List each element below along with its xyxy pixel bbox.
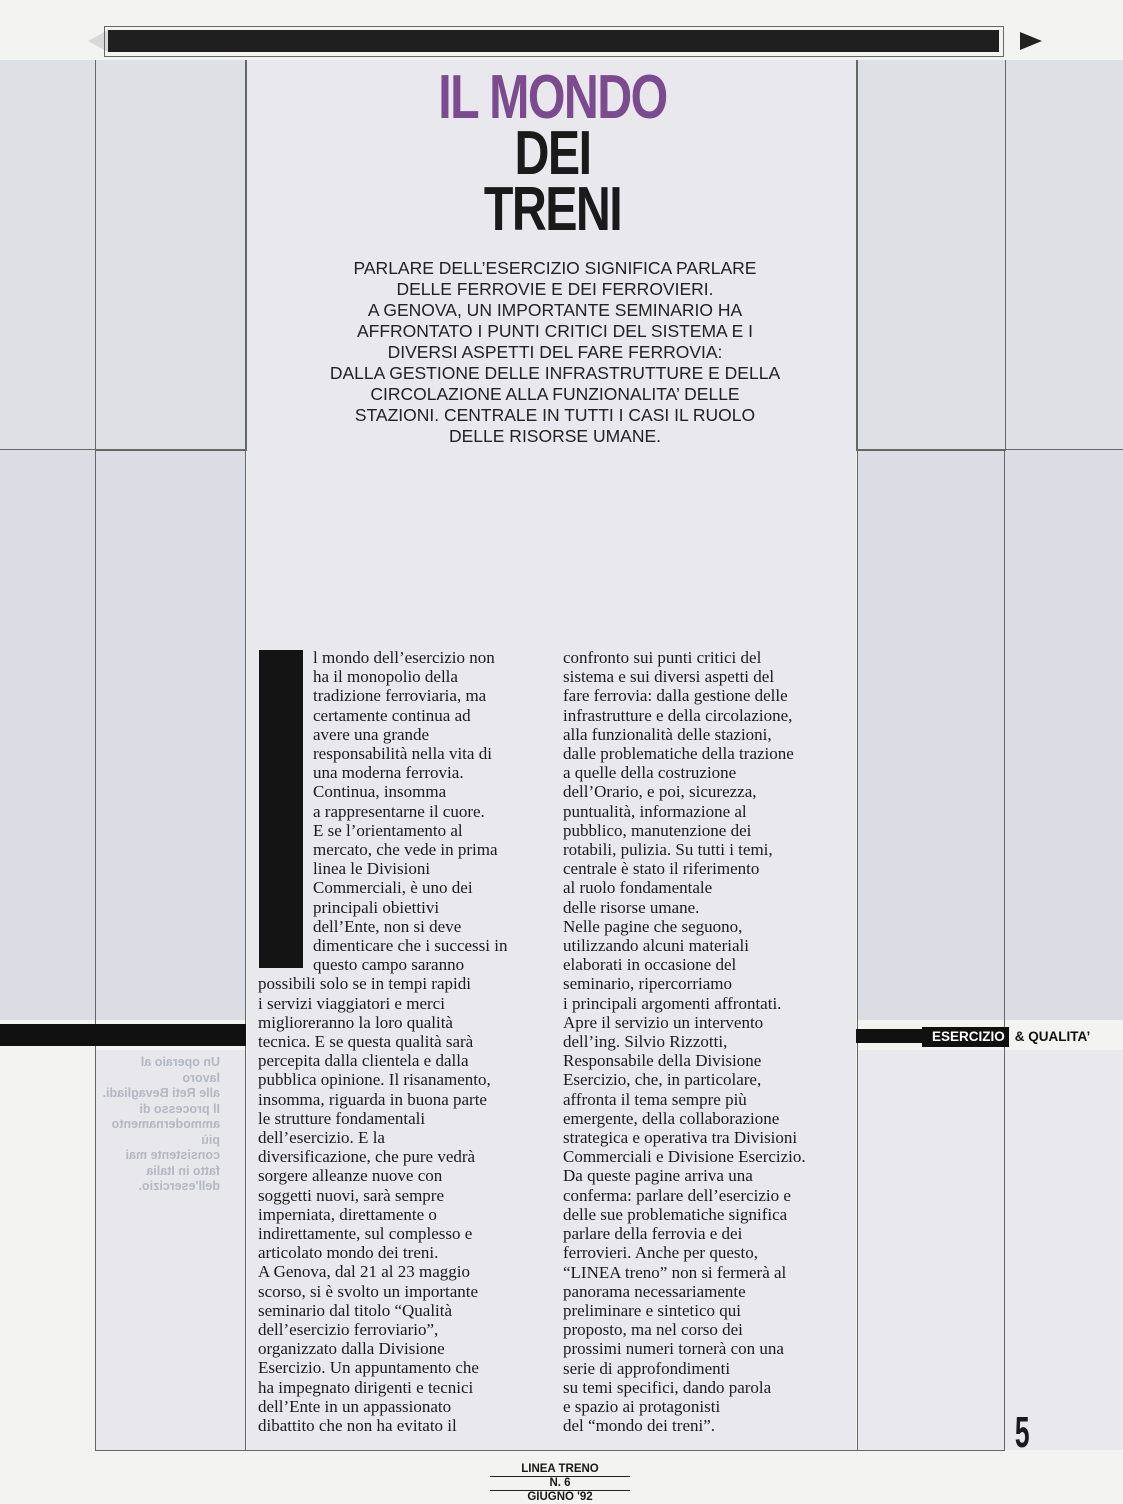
text-line: delle sue problematiche significa: [563, 1204, 788, 1224]
text-line: pubblico, manutenzione dei: [563, 820, 752, 840]
text-line: utilizzando alcuni materiali: [563, 936, 749, 956]
ghost-line: consistente mai: [125, 1148, 220, 1162]
text-line: dell’Orario, e poi, sicurezza,: [563, 782, 757, 802]
text-line: sistema e sui diversi aspetti del: [563, 667, 775, 687]
text-line: Apre il servizio un intervento: [563, 1012, 764, 1032]
title-line-1: IL MONDO: [438, 63, 667, 132]
section-tab: [922, 1027, 1096, 1047]
grid-frame-right: [856, 60, 1006, 451]
text-line: pubblica opinione. Il risanamento,: [258, 1070, 491, 1090]
text-line: alla funzionalità delle stazioni,: [563, 724, 772, 744]
text-line: serie di approfondimenti: [563, 1358, 731, 1378]
subhead-line: STAZIONI. CENTRALE IN TUTTI I CASI IL RUOLO: [354, 405, 756, 425]
text-line: ha impegnato dirigenti e tecnici: [258, 1377, 474, 1397]
background-panel-bottom-right: [858, 1050, 1123, 1450]
text-line: strategica e operativa tra Divisioni: [563, 1128, 798, 1148]
text-line: tecnica. E se questa qualità sarà: [258, 1032, 474, 1051]
title-line-3: TRENI: [483, 175, 622, 244]
text-line: mercato, che vede in prima: [313, 840, 498, 860]
text-line: questo campo saranno: [313, 955, 465, 975]
horizontal-rule-left: [0, 449, 245, 450]
ghost-line: ammodernamento più: [111, 1117, 220, 1147]
text-line: Nelle pagine che seguono,: [563, 916, 743, 936]
text-line: E se l’orientamento al: [313, 820, 463, 840]
text-line: dell’Ente, non si deve: [313, 916, 462, 936]
subhead-line: DELLE RISORSE UMANE.: [449, 426, 661, 446]
ghost-line: alle Reti Bevagliadi.: [102, 1086, 220, 1100]
text-line: prossimi numeri tornerà con una: [563, 1339, 784, 1359]
section-tab-label-1: ESERCIZIO: [922, 1027, 1009, 1047]
text-line: al ruolo fondamentale: [563, 878, 713, 898]
text-line: conferma: parlare dell’esercizio e: [563, 1185, 791, 1205]
subhead-line: DELLE FERROVIE E DEI FERROVIERI.: [396, 279, 714, 299]
text-line: i servizi viaggiatori e merci: [258, 993, 445, 1013]
ghost-line: Il processo di: [139, 1101, 220, 1116]
text-line: dell’Ente in un appassionato: [258, 1396, 452, 1416]
text-line: Responsabile della Divisione: [563, 1051, 762, 1071]
text-line: fare ferrovia: dalla gestione delle: [563, 686, 788, 706]
text-line: diversificazione, che pure vedrà: [258, 1147, 476, 1167]
text-line: proposto, ma nel corso dei: [563, 1320, 743, 1340]
drop-cap: [259, 650, 303, 968]
text-line: l mondo dell’esercizio non: [313, 648, 495, 667]
text-line: seminario dal titolo “Qualità: [258, 1300, 453, 1320]
black-band-right: [856, 1029, 922, 1043]
black-band-left: [0, 1024, 246, 1046]
text-line: delle risorse umane.: [563, 897, 700, 917]
text-line: del “mondo dei treni”.: [563, 1416, 716, 1436]
text-line: responsabilità nella vita di: [313, 744, 492, 764]
page-number: 5: [1014, 1408, 1030, 1457]
text-line: indirettamente, sul complesso e: [258, 1224, 473, 1244]
text-line: e spazio ai protagonisti: [563, 1396, 721, 1416]
text-line: a rappresentarne il cuore.: [313, 801, 485, 821]
top-bar-frame: [104, 26, 1004, 57]
article-column-2: [563, 648, 848, 1435]
text-line: insomma, riguarda in buona parte: [258, 1089, 487, 1109]
text-line: le strutture fondamentali: [258, 1108, 426, 1128]
text-line: su temi specifici, dando parola: [563, 1377, 772, 1397]
text-line: Commerciali, è uno dei: [313, 878, 473, 898]
subhead-line: PARLARE DELL’ESERCIZIO SIGNIFICA PARLARE: [353, 258, 757, 278]
footer: [490, 1463, 630, 1504]
text-line: dimenticare che i successi in: [313, 936, 508, 956]
ghost-line: Un operaio al lavoro: [140, 1055, 220, 1085]
title-line-2: DEI: [514, 119, 591, 188]
text-line: percepita dalla clientela e dalla: [258, 1051, 469, 1071]
horizontal-rule-right: [856, 449, 1123, 450]
text-line: miglioreranno la loro qualità: [258, 1012, 453, 1032]
text-line: a quelle della costruzione: [563, 763, 737, 783]
text-line: affronta il tema sempre più: [563, 1089, 747, 1109]
background-panel-right: [858, 450, 1123, 1020]
text-line: certamente continua ad: [313, 705, 471, 725]
text-line: puntualità, informazione al: [563, 801, 747, 821]
text-line: dalle problematiche della trazione: [563, 744, 794, 764]
text-line: A Genova, dal 21 al 23 maggio: [258, 1262, 470, 1282]
text-line: una moderna ferrovia.: [313, 763, 464, 783]
text-line: Esercizio. Un appuntamento che: [258, 1358, 479, 1378]
text-line: seminario, ripercorriamo: [563, 974, 732, 994]
vertical-rule-right: [1004, 450, 1005, 1450]
footer-publication: LINEA TRENO: [490, 1463, 630, 1477]
text-line: parlare della ferrovia e dei: [563, 1224, 743, 1244]
text-line: Esercizio, che, in particolare,: [563, 1070, 762, 1090]
text-line: soggetti nuovi, sarà sempre: [258, 1185, 445, 1205]
text-line: linea le Divisioni: [313, 859, 431, 879]
text-line: dell’ing. Silvio Rizzotti,: [563, 1032, 728, 1052]
grid-frame-left: [95, 60, 247, 451]
text-line: organizzato dalla Divisione: [258, 1339, 445, 1359]
show-through-caption: [100, 1055, 220, 1195]
article-column-1-indented: [313, 648, 558, 974]
footer-issue: N. 6: [490, 1477, 630, 1491]
text-line: panorama necessariamente: [563, 1281, 746, 1301]
text-line: articolato mondo dei treni.: [258, 1243, 439, 1263]
text-line: centrale è stato il riferimento: [563, 859, 760, 879]
text-line: elaborati in occasione del: [563, 955, 737, 975]
next-page-arrow-icon: [1020, 32, 1042, 50]
text-line: Continua, insomma: [313, 782, 447, 802]
text-line: Da queste pagine arriva una: [563, 1166, 753, 1186]
bottom-rule: [95, 1450, 1005, 1451]
text-line: principali obiettivi: [313, 897, 440, 917]
vertical-rule-left: [95, 450, 96, 1450]
text-line: imperniata, direttamente o: [258, 1204, 437, 1224]
background-panel-left: [0, 450, 245, 1020]
article-column-1: [258, 974, 558, 1435]
text-line: sorgere alleanze nuove con: [258, 1166, 443, 1186]
subhead-line: DIVERSI ASPETTI DEL FARE FERROVIA:: [387, 342, 723, 362]
text-line: preliminare e sintetico qui: [563, 1300, 741, 1320]
text-line: possibili solo se in tempi rapidi: [258, 974, 471, 994]
subhead-line: AFFRONTATO I PUNTI CRITICI DEL SISTEMA E I: [356, 321, 754, 341]
ghost-line: dell'esercizio.: [138, 1179, 220, 1193]
text-line: dibattito che non ha evitato il: [258, 1416, 457, 1436]
text-line: avere una grande: [313, 724, 430, 744]
section-tab-label-2: & QUALITA’: [1014, 1029, 1091, 1044]
text-line: dell’esercizio ferroviario”,: [258, 1320, 439, 1340]
text-line: emergente, della collaborazione: [563, 1108, 780, 1128]
text-line: confronto sui punti critici del: [563, 648, 762, 667]
text-line: ha il monopolio della: [313, 667, 458, 687]
subhead-line: DALLA GESTIONE DELLE INFRASTRUTTURE E DELLA: [329, 363, 781, 383]
text-line: scorso, si è svolto un importante: [258, 1281, 479, 1301]
text-line: “LINEA treno” non si fermerà al: [563, 1262, 787, 1282]
text-line: dell’esercizio. E la: [258, 1128, 385, 1148]
text-line: Commerciali e Divisione Esercizio.: [563, 1147, 806, 1167]
drop-cap-letter: [0, 0, 1, 1]
text-line: ferrovieri. Anche per questo,: [563, 1243, 758, 1263]
text-line: i principali argomenti affrontati.: [563, 993, 782, 1013]
subhead-line: CIRCOLAZIONE ALLA FUNZIONALITA’ DELLE: [370, 384, 740, 404]
text-line: rotabili, pulizia. Su tutti i temi,: [563, 840, 773, 860]
text-line: infrastrutture e della circolazione,: [563, 705, 793, 725]
footer-date: GIUGNO '92: [527, 1491, 593, 1503]
text-line: tradizione ferroviaria, ma: [313, 686, 487, 706]
ghost-line: fatto in Italia: [146, 1163, 220, 1178]
subhead-line: A GENOVA, UN IMPORTANTE SEMINARIO HA: [367, 300, 743, 320]
subhead: [325, 258, 785, 447]
